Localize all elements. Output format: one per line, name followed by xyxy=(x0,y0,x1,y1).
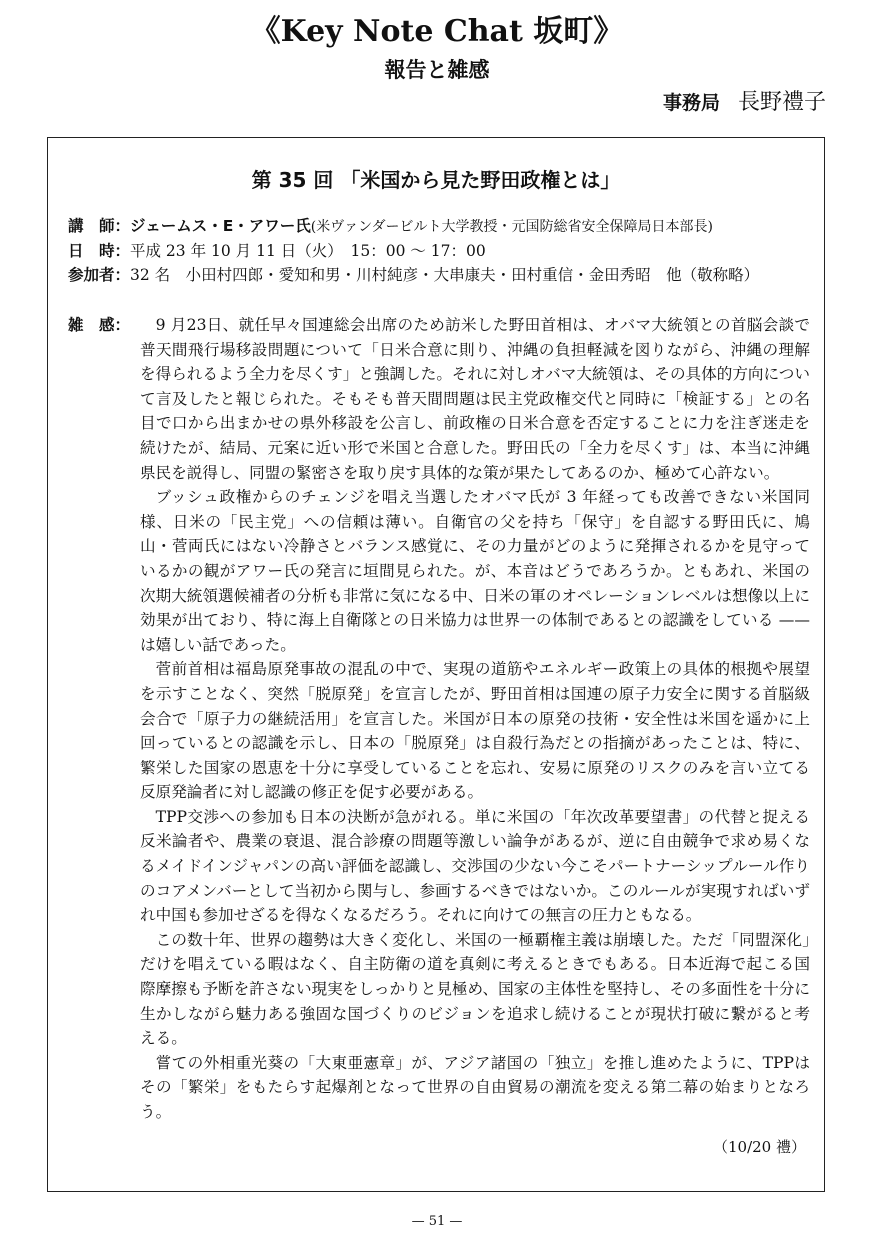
session-info xyxy=(68,214,814,287)
page-subtitle: 報告と雑感 xyxy=(384,58,490,82)
notes-paragraph: TPP交渉への参加も日本の決断が急がれる。単に米国の「年次改革要望書」の代替と捉える反米論者や、農業の衰退、混合診療の問題等激しい論争があるが、逆に自由競争で求め易くなるメイドインジャパンの高い評価を認識し、交渉国の少ない今こそパートナーシップルール作りのコアメンバーとして当初から関与し、参画するべきではないか。このルールが実現すればいずれ中国も参加せざるを得なくなるだろう。それに向けての無言の圧力ともなる。 xyxy=(140,807,810,925)
author-name: 長野禮子 xyxy=(737,90,826,115)
speaker-row xyxy=(68,214,814,239)
participants-value: 32 名 小田村四郎・愛知和男・川村純彦・大串康夫・田村重信・金田秀昭 他（敬称略） xyxy=(130,266,760,284)
author-line xyxy=(663,88,826,118)
page-number: — 51 — xyxy=(411,1214,463,1229)
page-title: 《Key Note Chat 坂町》 xyxy=(250,14,624,49)
notes-paragraph: ブッシュ政権からのチェンジを唱え当選したオバマ氏が 3 年経っても改善できない米国同様、日米の「民主党」への信頼は薄い。自衛官の父を持ち「保守」を自認する野田氏に、鳩山・菅両氏にはない冷静さとバランス感覚に、その力量がどのように発揮されるかを見守っているかの観がアワー氏の発言に垣間見られた。が、本音はどうであろうか。ともあれ、米国の次期大統領選候補者の分析も非常に気になる中、日米の軍のオペレーションレベルは想像以上に効果が出ており、特に海上自衛隊との日米協力は世界一の体制であるとの認識をしている —— は嬉しい話であった。 xyxy=(140,488,810,654)
notes-paragraph: 嘗ての外相重光葵の「大東亜憲章」が、アジア諸国の「独立」を推し進めたように、TPPはその「繁栄」をもたらす起爆剤となって世界の自由貿易の潮流を変える第二幕の始まりとなろう。 xyxy=(140,1053,810,1121)
speaker-label: 講 師： xyxy=(68,217,131,235)
session-title: 第 35 回 「米国から見た野田政権とは」 xyxy=(251,168,621,192)
date-label: 日 時： xyxy=(68,242,131,260)
participants-label: 参加者： xyxy=(68,266,131,284)
participants-row xyxy=(68,263,814,287)
author-org: 事務局 xyxy=(662,92,720,114)
signature: （10/20 禮） xyxy=(713,1138,806,1156)
notes-paragraph: 9 月23日、就任早々国連総会出席のため訪米した野田首相は、オバマ大統領との首脳会談で普天間飛行場移設問題について「日米合意に則り、沖縄の負担軽減を図りながら、沖縄の理解を得られるよう全力を尽くす」と強調した。それに対しオバマ大統領は、その具体的方向について言及したと報じられた。そもそも普天間問題は民主党政権交代と同時に「検証する」との名目で口から出まかせの県外移設を公言し、前政権の日米合意を否定することに力を注ぎ迷走を続けたが、結局、元案に近い形で米国と合意した。野田氏の「全力を尽くす」は、本当に沖縄県民を説得し、同盟の緊密さを取り戻す具体的な策が果たしてあるのか、極めて心許ない。 xyxy=(140,316,810,482)
report-box xyxy=(47,137,825,1192)
notes-paragraph: この数十年、世界の趨勢は大きく変化し、米国の一極覇権主義は崩壊した。ただ「同盟深化」だけを唱えている暇はなく、自主防衛の道を真剣に考えるときでもある。日本近海で起こる国際摩擦も予断を許さない現実をしっかりと見極め、国家の主体性を堅持し、その多面性を十分に生かしながら魅力ある強固な国づくりのビジョンを追求し続けることが現状打破に繋がると考える。 xyxy=(140,930,810,1048)
date-value: 平成 23 年 10 月 11 日（火） 15：00 ～ 17：00 xyxy=(130,242,486,260)
notes-label: 雑 感： xyxy=(68,316,131,334)
notes-paragraph: 菅前首相は福島原発事故の混乱の中で、実現の道筋やエネルギー政策上の具体的根拠や展望を示すことなく、突然「脱原発」を宣言したが、野田首相は国連の原子力安全に関する首脳級会合で「原子力の継続活用」を宣言した。米国が日本の原発の技術・安全性は米国を遥かに上回っているとの認識を示し、日本の「脱原発」は自殺行為だとの指摘があったことは、特に、繁栄した国家の恩恵を十分に享受していることを忘れ、安易に原発のリスクのみを言い立てる反原発論者に対し認識の修正を促す必要がある。 xyxy=(140,660,810,802)
date-row xyxy=(68,239,814,263)
speaker-note: (米ヴァンダービルト大学教授・元国防総省安全保障局日本部長) xyxy=(310,219,714,235)
speaker-name: ジェームス・E・アワー氏 xyxy=(130,217,311,235)
notes-body xyxy=(140,313,810,1125)
